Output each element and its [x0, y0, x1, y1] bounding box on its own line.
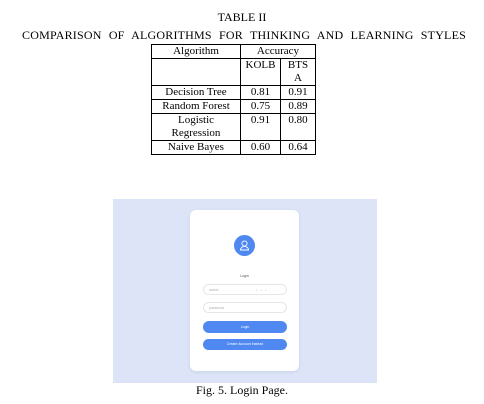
cell-bts: 0.89: [281, 100, 316, 114]
cell-algorithm: Decision Tree: [152, 86, 241, 100]
password-placeholder: password: [209, 306, 224, 310]
cell-bts: 0.64: [281, 141, 316, 155]
cell-kolb: 0.91: [241, 114, 281, 141]
password-field[interactable]: [203, 302, 287, 313]
table-title: TABLE II: [217, 10, 267, 24]
login-card: [190, 210, 299, 371]
user-icon: [234, 235, 255, 256]
cell-kolb: 0.60: [241, 141, 281, 155]
header-accuracy: Accuracy: [241, 45, 316, 59]
header-algorithm: Algorithm: [152, 45, 241, 59]
login-button[interactable]: Login: [203, 321, 287, 333]
results-table: [151, 44, 316, 155]
username-placeholder: admin: [209, 288, 219, 292]
cell-kolb: 0.75: [241, 100, 281, 114]
cell-algorithm: Naive Bayes: [152, 141, 241, 155]
login-title: Login: [240, 274, 249, 278]
table-row: [152, 86, 316, 100]
table-row: [152, 141, 316, 155]
cell-bts: 0.80: [281, 114, 316, 141]
username-field[interactable]: [203, 284, 287, 295]
header-bts-line1: BTS: [287, 59, 309, 71]
header-bts-line2: A: [294, 72, 302, 84]
header-bts: [281, 59, 316, 86]
table-caption: COMPARISON OF ALGORITHMS FOR THINKING AND LEARNING STYLES: [22, 28, 466, 42]
table-row: [152, 114, 316, 141]
create-account-button[interactable]: Create Account Instead: [203, 339, 287, 350]
header-kolb: KOLB: [241, 59, 281, 86]
figure-caption: Fig. 5. Login Page.: [196, 383, 288, 397]
cell-algorithm: Random Forest: [152, 100, 241, 114]
header-empty-cell: [152, 59, 241, 86]
avatar: [234, 235, 255, 256]
password-mask: • • •: [256, 287, 268, 292]
cell-algorithm: [152, 114, 241, 141]
table-header-row: [152, 45, 316, 59]
cell-kolb: 0.81: [241, 86, 281, 100]
login-page-figure: [113, 199, 377, 383]
cell-algorithm-line2: Regression: [171, 127, 221, 139]
table-subheader-row: [152, 59, 316, 86]
cell-bts: 0.91: [281, 86, 316, 100]
cell-algorithm-line1: Logistic: [177, 114, 215, 126]
table-row: [152, 100, 316, 114]
